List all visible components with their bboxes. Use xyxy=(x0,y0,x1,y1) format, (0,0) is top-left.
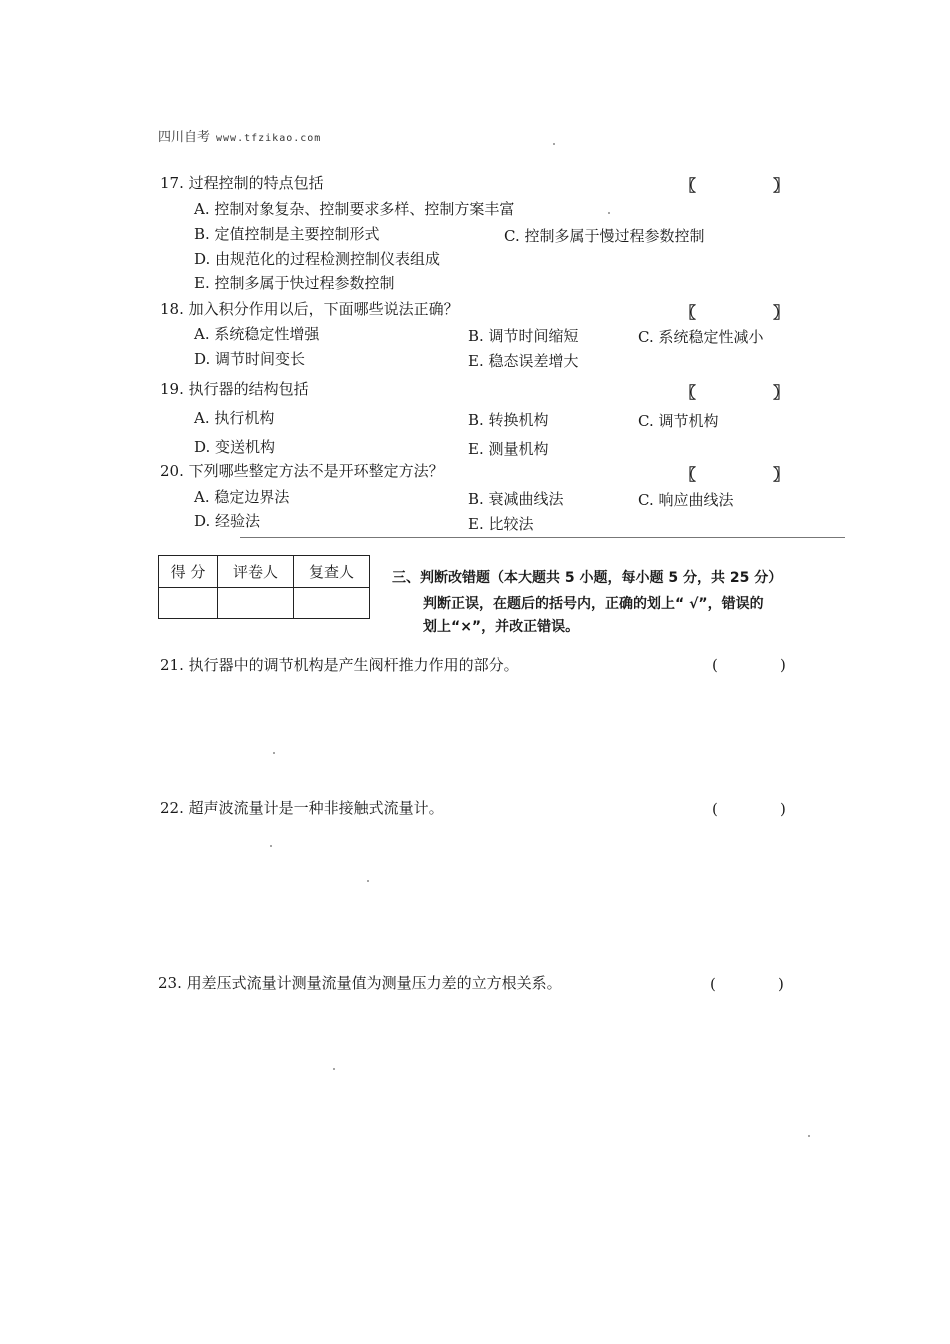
q20-option-e: E. 比较法 xyxy=(468,515,534,533)
answer-paren-open: ( xyxy=(712,800,718,818)
question-17-stem: 17. 过程控制的特点包括 xyxy=(160,174,324,192)
q18-option-c: C. 系统稳定性减小 xyxy=(638,328,764,346)
answer-bracket-close: 〗 xyxy=(773,383,790,402)
q18-option-b: B. 调节时间缩短 xyxy=(468,327,579,345)
q17-option-b: B. 定值控制是主要控制形式 xyxy=(194,225,380,243)
scan-speck xyxy=(270,845,272,847)
section-3-instruction-cont: 划上“×”，并改正错误。 xyxy=(423,619,580,635)
answer-paren-open: ( xyxy=(712,656,718,674)
scan-speck xyxy=(553,143,555,145)
reviewer-header: 复查人 xyxy=(294,556,370,588)
section-3-title: 三、判断改错题（本大题共 5 小题，每小题 5 分，共 25 分） xyxy=(392,570,783,586)
section-3-instruction: 判断正误，在题后的括号内，正确的划上“ √”，错误的 xyxy=(423,596,764,612)
answer-paren-close: ) xyxy=(780,800,786,818)
answer-paren-open: ( xyxy=(710,975,716,993)
answer-bracket-close: 〗 xyxy=(773,303,790,322)
scan-speck xyxy=(367,880,369,882)
q19-option-c: C. 调节机构 xyxy=(638,412,719,430)
q19-option-e: E. 测量机构 xyxy=(468,440,549,458)
score-header: 得 分 xyxy=(159,556,218,588)
q19-option-b: B. 转换机构 xyxy=(468,411,549,429)
scan-speck xyxy=(608,212,610,214)
page-header xyxy=(158,126,321,145)
q20-option-a: A. 稳定边界法 xyxy=(194,488,290,506)
q18-option-d: D. 调节时间变长 xyxy=(194,350,306,368)
question-19-stem: 19. 执行器的结构包括 xyxy=(160,380,309,398)
q20-option-c: C. 响应曲线法 xyxy=(638,491,734,509)
question-22: 22. 超声波流量计是一种非接触式流量计。 xyxy=(160,799,444,817)
q20-option-d: D. 经验法 xyxy=(194,512,261,530)
grader-cell[interactable] xyxy=(218,588,294,619)
score-table xyxy=(158,555,370,619)
answer-bracket-close: 〗 xyxy=(773,465,790,484)
answer-bracket-open: 〖 xyxy=(680,465,697,484)
question-23: 23. 用差压式流量计测量流量值为测量压力差的立方根关系。 xyxy=(158,974,562,992)
scan-speck xyxy=(808,1135,810,1137)
site-url: www.tfzikao.com xyxy=(216,133,322,144)
q17-option-c: C. 控制多属于慢过程参数控制 xyxy=(504,227,705,245)
reviewer-cell[interactable] xyxy=(294,588,370,619)
q18-option-a: A. 系统稳定性增强 xyxy=(194,325,320,343)
q17-option-a: A. 控制对象复杂、控制要求多样、控制方案丰富 xyxy=(194,200,515,218)
answer-paren-close: ) xyxy=(780,656,786,674)
q20-option-b: B. 衰减曲线法 xyxy=(468,490,564,508)
q18-option-e: E. 稳态误差增大 xyxy=(468,352,579,370)
q17-option-e: E. 控制多属于快过程参数控制 xyxy=(194,274,395,292)
q19-option-a: A. 执行机构 xyxy=(194,409,275,427)
q17-option-d: D. 由规范化的过程检测控制仪表组成 xyxy=(194,250,441,268)
section-divider xyxy=(240,537,845,538)
question-21: 21. 执行器中的调节机构是产生阀杆推力作用的部分。 xyxy=(160,656,519,674)
answer-paren-close: ) xyxy=(778,975,784,993)
q19-option-d: D. 变送机构 xyxy=(194,438,276,456)
answer-bracket-open: 〖 xyxy=(680,383,697,402)
scan-speck xyxy=(273,752,275,754)
site-name: 四川自考 xyxy=(158,130,211,145)
answer-bracket-close: 〗 xyxy=(773,176,790,195)
answer-bracket-open: 〖 xyxy=(680,303,697,322)
question-20-stem: 20. 下列哪些整定方法不是开环整定方法？ xyxy=(160,462,444,480)
grader-header: 评卷人 xyxy=(218,556,294,588)
answer-bracket-open: 〖 xyxy=(680,176,697,195)
score-cell[interactable] xyxy=(159,588,218,619)
question-18-stem: 18. 加入积分作用以后，下面哪些说法正确？ xyxy=(160,300,459,318)
scan-speck xyxy=(333,1068,335,1070)
